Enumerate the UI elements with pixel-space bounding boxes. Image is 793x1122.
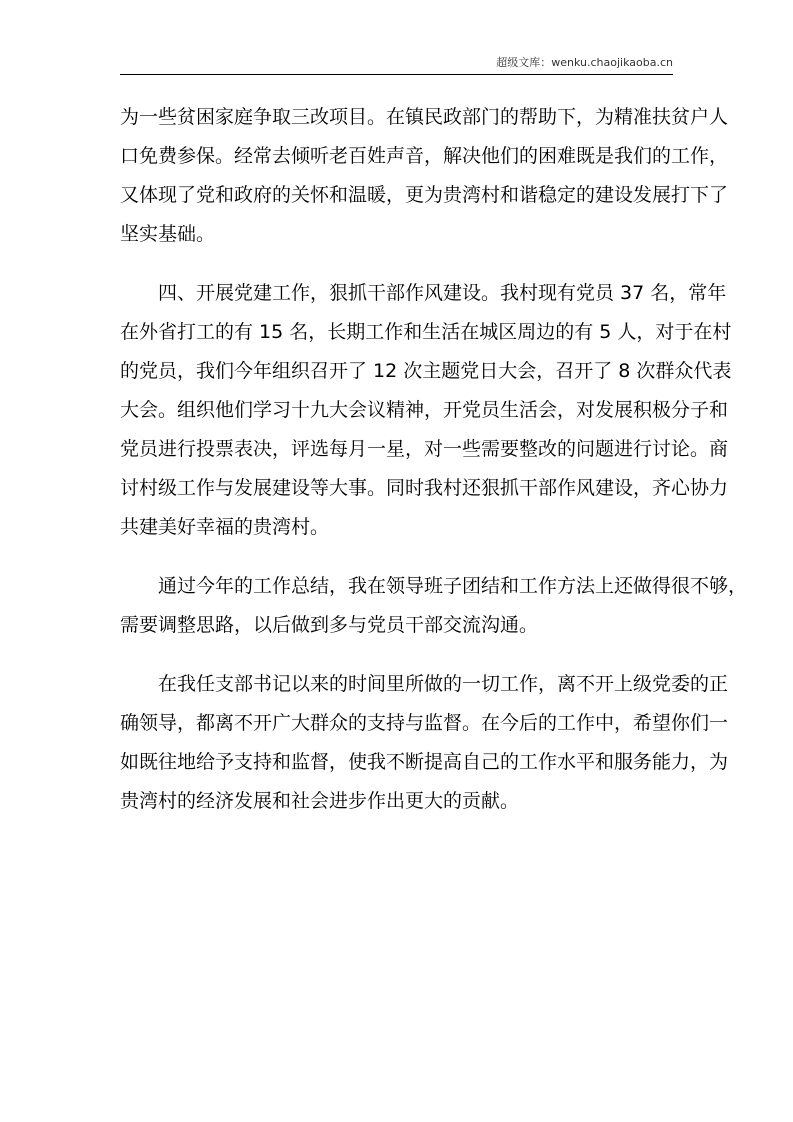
paragraph xyxy=(120,567,748,645)
text-line: 讨村级工作与发展建设等大事。同时我村还狠抓干部作风建设，齐心协力 xyxy=(120,477,729,499)
text-line: 的党员，我们今年组织召开了 12 次主题党日大会，召开了 8 次群众代表 xyxy=(120,360,732,382)
text-line: 坚实基础。 xyxy=(120,223,216,245)
document-body xyxy=(120,98,748,841)
text-line: 口免费参保。经常去倾听老百姓声音，解决他们的困难既是我们的工作， xyxy=(120,145,729,167)
text-line: 四、开展党建工作，狠抓干部作风建设。我村现有党员 37 名，常年 xyxy=(158,282,727,304)
paragraph xyxy=(120,274,732,547)
text-line: 需要调整思路，以后做到多与党员干部交流沟通。 xyxy=(120,614,539,636)
header-source-text: 超级文库：wenku.chaojikaoba.cn xyxy=(496,56,673,69)
text-line: 确领导，都离不开广大群众的支持与监督。在今后的工作中，希望你们一 xyxy=(120,712,729,734)
text-line: 又体现了党和政府的关怀和温暖，更为贵湾村和谐稳定的建设发展打下了 xyxy=(120,184,729,206)
paragraph xyxy=(120,665,729,821)
text-line: 贵湾村的经济发展和社会进步作出更大的贡献。 xyxy=(120,790,520,812)
paragraph xyxy=(120,98,729,254)
text-line: 为一些贫困家庭争取三改项目。在镇民政部门的帮助下，为精准扶贫户人 xyxy=(120,106,729,128)
text-line: 在我任支部书记以来的时间里所做的一切工作，离不开上级党委的正 xyxy=(158,673,729,695)
page-header xyxy=(120,56,673,75)
text-line: 通过今年的工作总结，我在领导班子团结和工作方法上还做得很不够， xyxy=(158,575,748,597)
text-line: 大会。组织他们学习十九大会议精神，开党员生活会，对发展积极分子和 xyxy=(120,399,729,421)
text-line: 共建美好幸福的贵湾村。 xyxy=(120,516,330,538)
text-line: 党员进行投票表决，评选每月一星，对一些需要整改的问题进行讨论。商 xyxy=(120,438,729,460)
text-line: 在外省打工的有 15 名，长期工作和生活在城区周边的有 5 人，对于在村 xyxy=(120,321,732,343)
text-line: 如既往地给予支持和监督，使我不断提高自己的工作水平和服务能力，为 xyxy=(120,751,729,773)
